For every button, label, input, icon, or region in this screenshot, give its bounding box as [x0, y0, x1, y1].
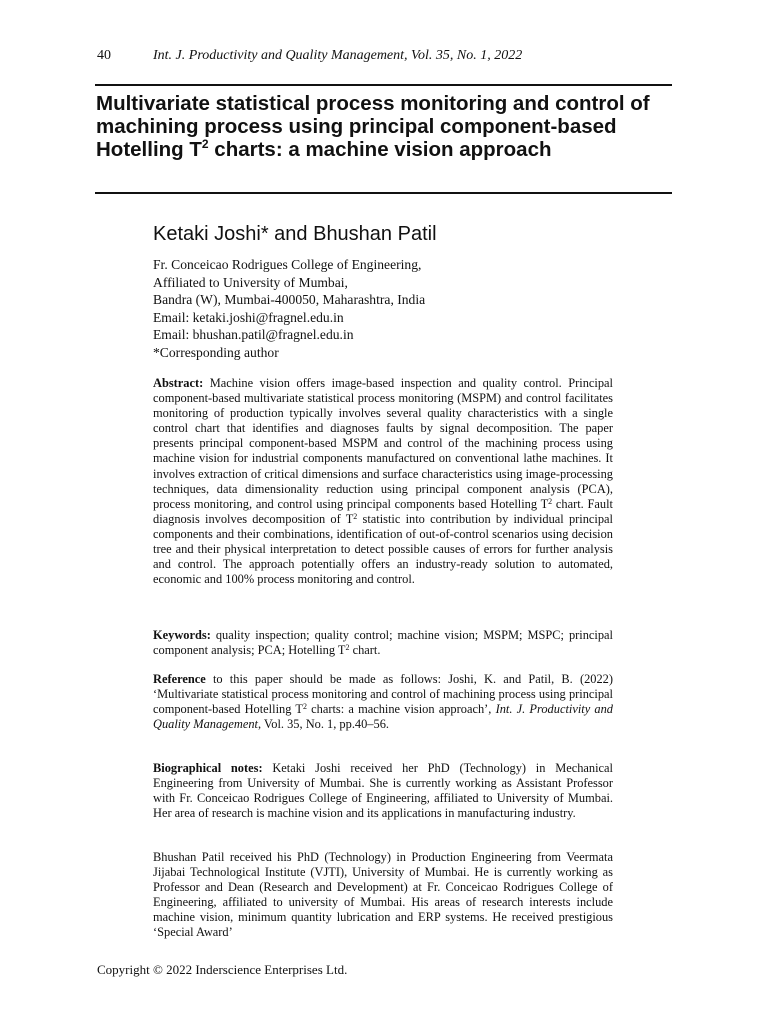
- biographical-notes-patil: [153, 850, 613, 941]
- author-names: Ketaki Joshi* and Bhushan Patil: [153, 223, 437, 245]
- abstract-text-part1: Machine vision offers image-based inspection and quality control. Principal component-based multivariate statistical process monitoring (MSPM) and control facilitates monitoring of production typically involves several quality characteristics with a single control chart that identifies and diagnoses faults by signal decomposition. The paper presents principal component-based MSPM and control of the machining process using machine vision for industrial components manufactured on conventional lathe machines. It involves extraction of critical dimensions and surface characteristics using image-processing techniques, data dimensionality reduction using principal component analysis (PCA), process monitoring, and control using principal components based Hotelling T: [153, 376, 613, 511]
- affiliation-email-1: Email: ketaki.joshi@fragnel.edu.in: [153, 309, 344, 325]
- reference-text-part3: , Vol. 35, No. 1, pp.40–56.: [257, 717, 389, 732]
- affiliation-email-2: Email: bhushan.patil@fragnel.edu.in: [153, 327, 354, 342]
- affiliation-line: Affiliated to University of Mumbai,: [153, 274, 348, 290]
- reference-text-part1: to this paper should be made as follows: Joshi, K. and Patil, B. (2022) ‘Multivariate statistical process monitoring and control of machining process using principal component-based Hotelling T: [153, 672, 613, 717]
- reference-superscript: 2: [302, 702, 307, 712]
- keywords-label: Keywords:: [153, 628, 211, 642]
- abstract-text-part3: statistic into contribution by individual principal components and their combinations, identification of out-of-control scenarios using decision tree and their physical interpretation to detect possible causes of errors for further analysis and control. The approach potentially offers an industry-ready solution to automated, economic and 100% process monitoring and control.: [153, 511, 613, 587]
- running-header: [97, 47, 577, 65]
- title-text-part2: charts: a machine vision approach: [208, 138, 552, 161]
- journal-citation: Int. J. Productivity and Quality Management, Vol. 35, No. 1, 2022: [153, 48, 523, 63]
- title-text-part1: Multivariate statistical process monitoring and control of machining process using principal component-based Hotelling T: [96, 92, 650, 161]
- biographical-notes-label: Biographical notes:: [153, 761, 263, 775]
- affiliation-line: Bandra (W), Mumbai-400050, Maharashtra, India: [153, 292, 426, 307]
- biographical-notes-joshi: [153, 761, 613, 821]
- biography-text: Bhushan Patil received his PhD (Technology) in Production Engineering from Veermata Jijabai Technological Institute (VJTI), University of Mumbai. He is currently working as Professor and Dean (Research and Development) at Fr. Conceicao Rodrigues College of Engineering, affiliated to university of Mumbai. His areas of research interests include machine vision, minimum quantity lubrication and ERP systems. He received prestigious ‘Special Award’: [153, 850, 613, 940]
- corresponding-author-note: *Corresponding author: [153, 344, 279, 360]
- abstract-superscript: 2: [548, 496, 553, 506]
- abstract-label: Abstract:: [153, 376, 204, 390]
- title-top-rule: [95, 84, 672, 86]
- author-affiliation: [153, 256, 633, 361]
- keywords-text-part2: chart.: [349, 643, 381, 658]
- reference-journal-name: Int. J. Productivity and Quality Management: [153, 702, 614, 732]
- reference-citation: [153, 672, 613, 732]
- reference-text-part2: charts: a machine vision approach’,: [306, 702, 496, 717]
- keywords-superscript: 2: [345, 643, 350, 653]
- abstract-text-part2: chart. Fault diagnosis involves decomposition of T: [153, 496, 613, 526]
- abstract-superscript: 2: [353, 511, 358, 521]
- keywords: [153, 628, 613, 658]
- title-superscript: 2: [201, 137, 209, 151]
- copyright-footer: Copyright © 2022 Inderscience Enterprises Ltd.: [97, 962, 348, 977]
- affiliation-line: Fr. Conceicao Rodrigues College of Engineering,: [153, 257, 422, 272]
- page-number: 40: [97, 48, 111, 63]
- keywords-text-part1: quality inspection; quality control; machine vision; MSPM; MSPC; principal component analysis; PCA; Hotelling T: [153, 628, 613, 658]
- biography-text: Ketaki Joshi received her PhD (Technology) in Mechanical Engineering from University of Mumbai. She is currently working as Assistant Professor with Fr. Conceicao Rodrigues College of Engineering, affiliated to University of Mumbai. Her area of research is machine vision and its applications in manufacturing industry.: [153, 761, 613, 821]
- reference-label: Reference: [153, 672, 206, 686]
- paper-title: [96, 92, 656, 161]
- title-bottom-rule: [95, 192, 672, 194]
- abstract: [153, 376, 613, 587]
